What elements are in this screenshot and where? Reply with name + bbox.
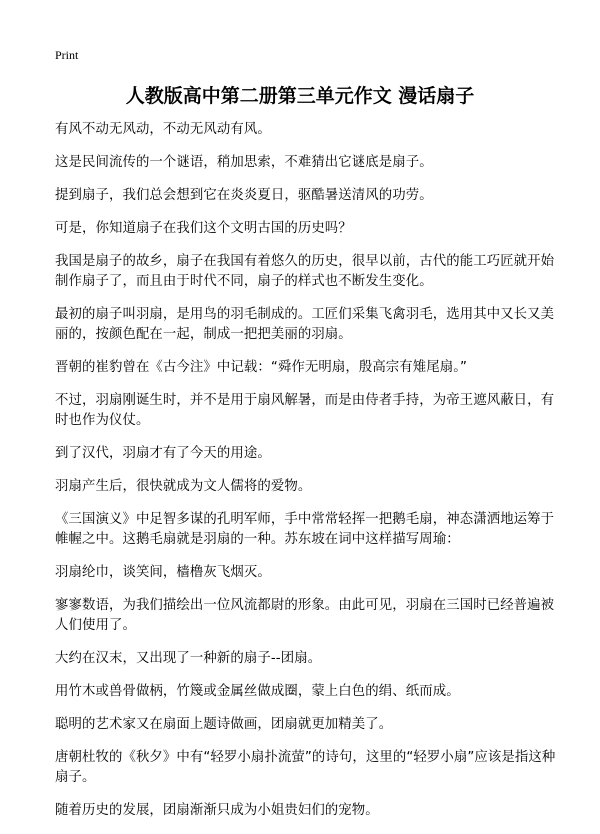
paragraph: 《三国演义》中足智多谋的孔明军师，手中常常轻挥一把鹅毛扇，神态潇洒地运筹于帷幄之中。这鹅毛扇就是羽扇的一种。苏东坡在词中这样描写周瑜： [55,512,555,547]
paragraph: 聪明的艺术家又在扇面上题诗做画，团扇就更加精美了。 [55,717,393,732]
paragraph: 羽扇纶巾，谈笑间，樯橹灰飞烟灭。 [55,565,271,580]
paragraph: 羽扇产生后，很快就成为文人儒将的爱物。 [55,479,312,494]
paragraph: 用竹木或兽骨做柄，竹篾或金属丝做成圈，蒙上白色的绢、纸而成。 [55,684,460,699]
paragraph: 提到扇子，我们总会想到它在炎炎夏日，驱酷暑送清风的功劳。 [55,188,433,203]
paragraph: 有风不动无风动，不动无风动有风。 [55,122,271,137]
paragraph: 可是，你知道扇子在我们这个文明古国的历史吗？ [55,221,352,236]
paragraph: 寥寥数语，为我们描绘出一位风流都尉的形象。由此可见，羽扇在三国时已经普遍被人们使用了。 [55,598,555,633]
paragraph: 大约在汉末，又出现了一种新的扇子--团扇。 [55,651,322,666]
paragraph: 最初的扇子叫羽扇，是用鸟的羽毛制成的。工匠们采集飞禽羽毛，选用其中又长又美丽的，按颜色配在一起，制成一把把美丽的羽扇。 [55,307,555,342]
page-title: 人教版高中第二册第三单元作文 漫话扇子 [125,85,475,107]
paragraph: 唐朝杜牧的《秋夕》中有“轻罗小扇扑流萤”的诗句，这里的“轻罗小扇”应该是指这种扇子。 [55,750,556,785]
print-link[interactable]: Print [55,48,79,62]
paragraph: 我国是扇子的故乡，扇子在我国有着悠久的历史，很早以前，古代的能工巧匠就开始制作扇子了，而且由于时代不同，扇子的样式也不断发生变化。 [55,254,555,289]
article-body [55,120,565,834]
paragraph: 这是民间流传的一个谜语，稍加思索，不难猜出它谜底是扇子。 [55,155,433,170]
paragraph: 到了汉代，羽扇才有了今天的用途。 [55,446,271,461]
paragraph: 晋朝的崔豹曾在《古今注》中记载：“舜作无明扇，殷高宗有雉尾扇。” [55,360,468,375]
paragraph: 不过，羽扇刚诞生时，并不是用于扇风解暑，而是由侍者手持，为帝王遮风蔽日，有时也作为仪仗。 [55,393,555,428]
paragraph: 随着历史的发展，团扇渐渐只成为小姐贵妇们的宠物。 [55,803,379,818]
